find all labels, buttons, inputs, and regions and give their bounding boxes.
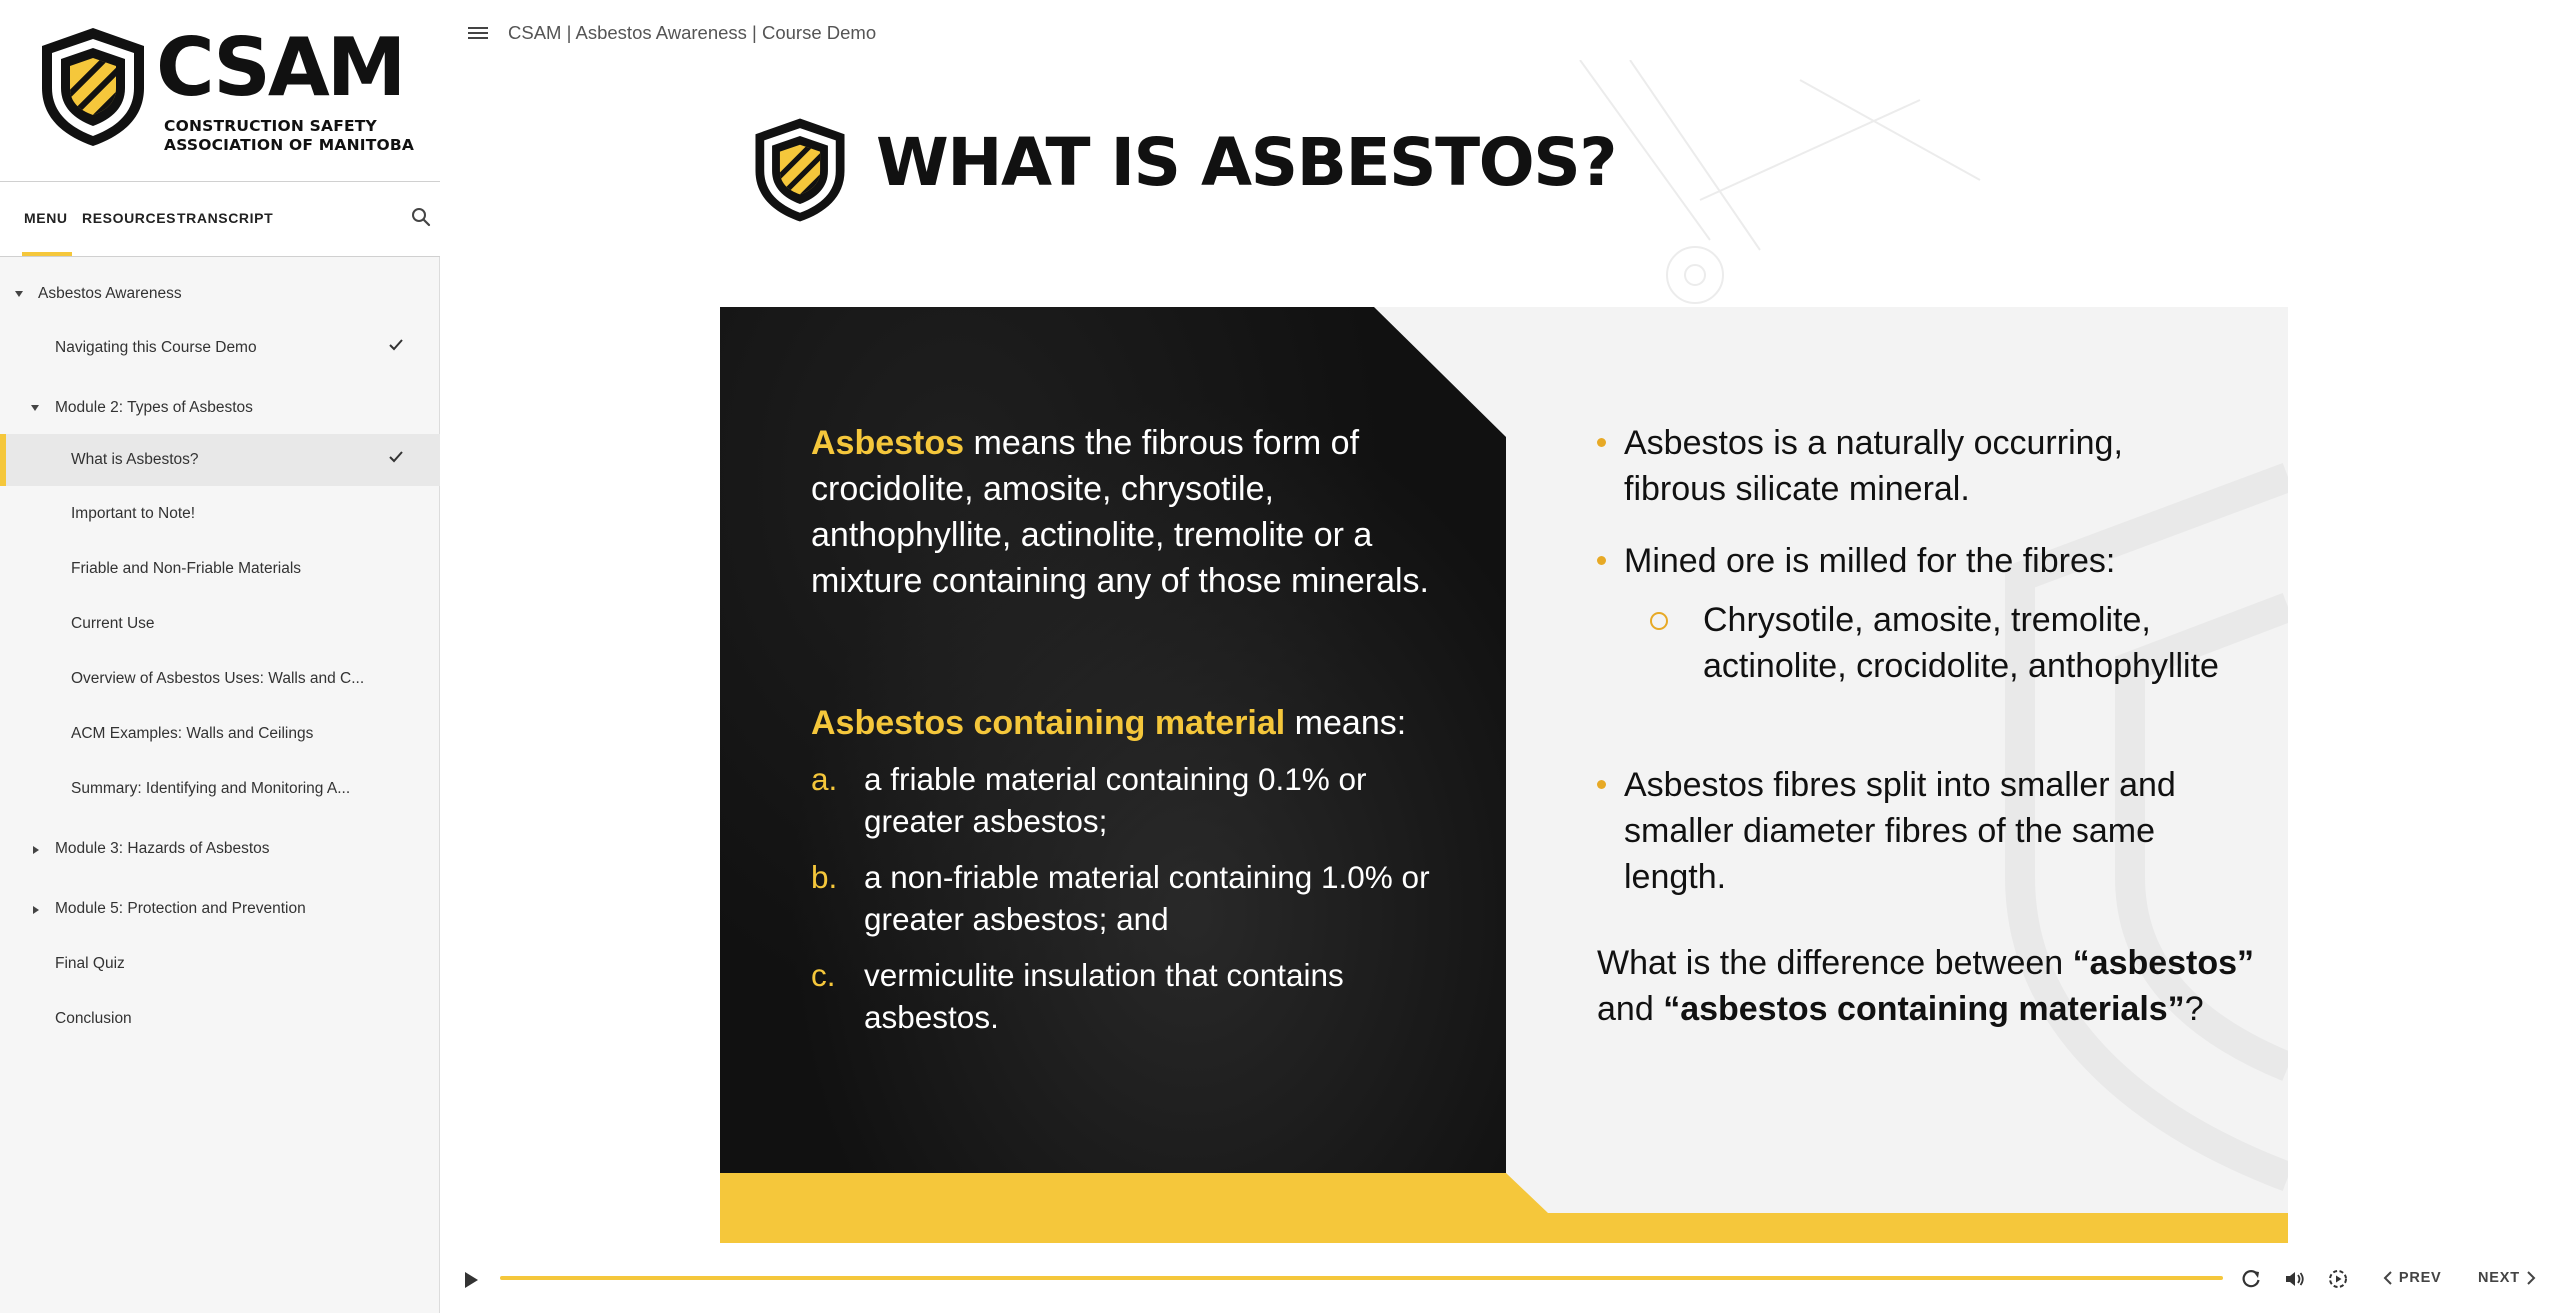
next-button[interactable] [2478,1270,2537,1290]
bullet-text: Asbestos is a naturally occurring, fibrous silicate mineral. [1624,424,2123,508]
brand-subtitle-line2: ASSOCIATION OF MANITOBA [164,136,415,154]
question-term-acm: “asbestos containing materials” [1663,990,2185,1028]
play-icon[interactable] [462,1270,480,1290]
menu-item-label: Summary: Identifying and Monitoring A... [71,780,351,797]
menu-item-label: Navigating this Course Demo [55,339,257,356]
menu-item-label: Important to Note! [71,505,196,522]
tab-menu[interactable]: MENU [24,210,68,226]
menu-item-navigating-course[interactable] [0,322,440,374]
question-text: ? [2184,990,2204,1028]
menu-item-label: Module 3: Hazards of Asbestos [55,840,270,857]
menu-item-label: Asbestos Awareness [38,285,182,302]
list-text: a non-friable material containing 1.0% or greater asbestos; and [864,859,1430,937]
menu-item-important-to-note[interactable] [0,488,440,540]
menu-item-what-is-asbestos[interactable] [0,434,440,486]
shield-logo-icon [38,26,148,148]
active-tab-indicator [22,252,72,256]
menu-item-acm-examples[interactable] [0,708,440,760]
menu-item-module-2[interactable] [0,382,440,434]
menu-item-friable-materials[interactable] [0,543,440,595]
volume-icon[interactable] [2284,1268,2306,1290]
asbestos-definition [811,420,1451,604]
playback-speed-icon[interactable] [2327,1268,2349,1290]
menu-item-summary[interactable] [0,763,440,815]
sub-bullet-text: Chrysotile, amosite, tremolite, actinolite, crocidolite, anthophyllite [1703,601,2219,685]
asbestos-term: Asbestos [811,424,965,462]
bullet-dot-icon [1597,556,1606,565]
question-term-asbestos: “asbestos” [2072,944,2255,982]
hamburger-icon[interactable] [468,25,488,41]
question-text: What is the difference between [1597,944,2073,982]
brand-subtitle-line1: CONSTRUCTION SAFETY [164,117,377,135]
caret-right-icon [33,846,39,854]
acm-definition-heading [811,700,1471,746]
bullet-dot-icon [1597,780,1606,789]
list-text: vermiculite insulation that contains asbestos. [864,957,1344,1035]
menu-item-module-3[interactable] [0,823,440,875]
menu-item-label: Module 2: Types of Asbestos [55,399,253,416]
next-label: NEXT [2478,1270,2520,1286]
sidebar [0,0,440,1313]
brand-name: CSAM [156,21,404,114]
acm-means: means: [1285,704,1407,742]
search-icon[interactable] [410,206,432,228]
bullet-text: Mined ore is milled for the fibres: [1624,542,2116,580]
slide-question [1597,940,2257,1032]
acm-term: Asbestos containing material [811,704,1286,742]
question-text: and [1597,990,1664,1028]
menu-item-final-quiz[interactable] [0,938,440,990]
asbestos-definition-text: means the fibrous form of crocidolite, amosite, chrysotile, anthophyllite, actinolite, tremolite or a mixture containing any of those minerals. [811,424,1429,600]
slide-yellow-bar [720,1173,2288,1243]
menu-item-current-use[interactable] [0,598,440,650]
caret-down-icon [15,291,23,297]
list-letter: a. [811,761,838,797]
chevron-right-icon [2525,1270,2537,1286]
logo [0,0,440,182]
bullet-text: Asbestos fibres split into smaller and smaller diameter fibres of the same length. [1624,766,2176,896]
tab-resources[interactable]: RESOURCES [82,210,177,226]
caret-right-icon [33,906,39,914]
menu-item-label: Friable and Non-Friable Materials [71,560,302,577]
slide-title: WHAT IS ASBESTOS? [876,124,1617,201]
prev-label: PREV [2398,1270,2442,1286]
shield-logo-icon [752,114,848,226]
list-letter: c. [811,957,836,993]
menu-item-overview-uses[interactable] [0,653,440,705]
course-title: CSAM | Asbestos Awareness | Course Demo [508,22,877,43]
menu-item-conclusion[interactable] [0,993,440,1045]
sidebar-tabs [0,182,440,257]
menu-item-label: What is Asbestos? [71,451,199,468]
tab-transcript[interactable]: TRANSCRIPT [177,210,274,226]
list-letter: b. [811,859,838,895]
chevron-left-icon [2382,1270,2394,1286]
menu-item-asbestos-awareness[interactable] [0,268,440,320]
caret-down-icon [31,405,39,411]
menu-item-label: Current Use [71,615,155,632]
menu-item-label: Module 5: Protection and Prevention [55,900,306,917]
check-icon [388,450,404,464]
bullet-circle-icon [1650,612,1668,630]
menu-item-label: ACM Examples: Walls and Ceilings [71,725,314,742]
progress-bar[interactable] [500,1276,2223,1280]
menu-item-label: Conclusion [55,1010,132,1027]
bullet-dot-icon [1597,438,1606,447]
check-icon [388,338,404,352]
menu-item-label: Overview of Asbestos Uses: Walls and C... [71,670,365,687]
replay-icon[interactable] [2240,1268,2262,1290]
menu-item-module-5[interactable] [0,883,440,935]
prev-button[interactable] [2382,1270,2442,1290]
list-text: a friable material containing 0.1% or greater asbestos; [864,761,1367,839]
menu-item-label: Final Quiz [55,955,125,972]
